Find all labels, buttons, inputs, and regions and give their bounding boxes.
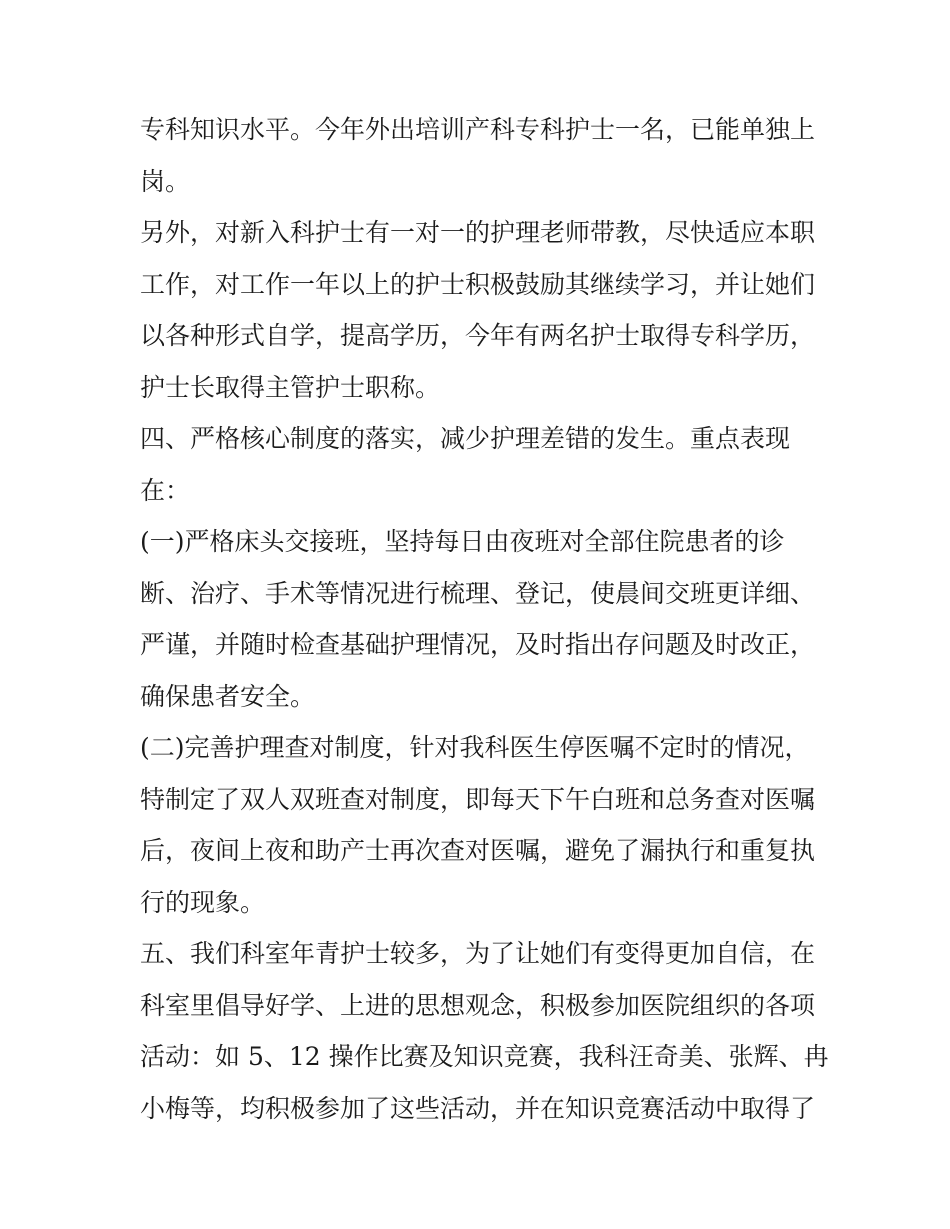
text-line: 护士长取得主管护士职称。 — [140, 372, 441, 402]
section-heading-line: 在： — [140, 475, 191, 505]
text-line: 后，夜间上夜和助产士再次查对医嘱，避免了漏执行和重复执 — [140, 836, 816, 865]
text-line: (二)完善护理查对制度，针对我科医生停医嘱不定时的情况， — [140, 733, 810, 762]
document-body — [140, 104, 829, 1134]
text-line: 小梅等，均积极参加了这些活动，并在知识竞赛活动中取得了 — [140, 1093, 816, 1123]
text-line: 岗。 — [140, 166, 191, 196]
text-line: 专科知识水平。今年外出培训产科专科护士一名，已能单独上 — [140, 115, 816, 144]
text-line: 行的现象。 — [140, 887, 266, 917]
section-heading-line: 五、我们科室年青护士较多，为了让她们有变得更加自信，在 — [140, 939, 816, 968]
text-line: 断、治疗、手术等情况进行梳理、登记，使晨间交班更详细、 — [140, 578, 816, 608]
text-line: 严谨，并随时检查基础护理情况，及时指出存问题及时改正， — [140, 630, 816, 659]
text-line: 活动：如 5、12 操作比赛及知识竞赛，我科汪奇美、张辉、冉 — [140, 1042, 829, 1071]
text-line: 另外，对新入科护士有一对一的护理老师带教，尽快适应本职 — [140, 218, 816, 247]
text-line: 以各种形式自学，提高学历，今年有两名护士取得专科学历， — [140, 321, 816, 350]
text-line: 科室里倡导好学、上进的思想观念，积极参加医院组织的各项 — [140, 990, 816, 1020]
section-heading-line: 四、严格核心制度的落实，减少护理差错的发生。重点表现 — [140, 424, 791, 453]
text-line: 特制定了双人双班查对制度，即每天下午白班和总务查对医嘱 — [140, 784, 816, 814]
text-line: 工作，对工作一年以上的护士积极鼓励其继续学习，并让她们 — [140, 269, 816, 299]
text-line: (一)严格床头交接班，坚持每日由夜班对全部住院患者的诊 — [140, 527, 785, 556]
text-line: 确保患者安全。 — [140, 681, 316, 711]
